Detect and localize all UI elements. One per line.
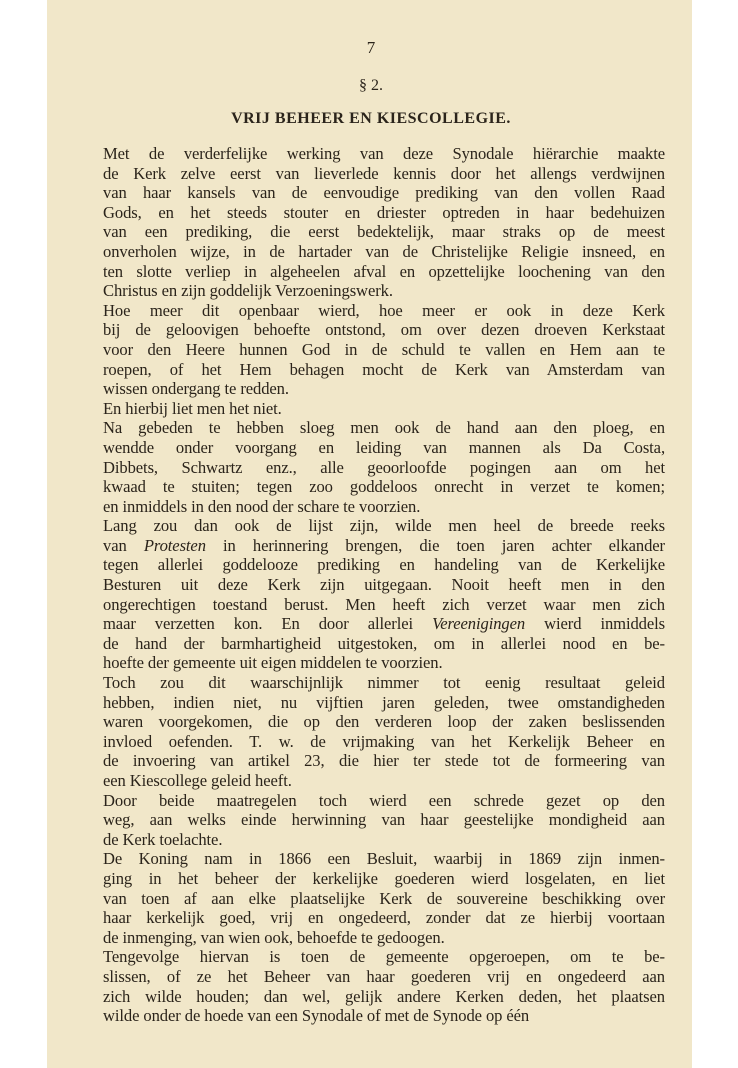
text-line: de hand der barmhartigheid uitgestoken, om in allerlei nood en be-: [103, 633, 665, 653]
text-line: van toen af aan elke plaatselijke Kerk de souvereine beschikking over: [103, 888, 665, 908]
paragraph: [77, 399, 665, 419]
text-line: de Kerk toelachte.: [103, 829, 223, 849]
paragraph: [77, 947, 665, 1025]
paragraph: [77, 144, 665, 301]
text-line: van een prediking, die eerst bedektelijk, maar straks op de meest: [103, 222, 665, 242]
page-number: 7: [366, 38, 376, 57]
text-line: ging in het beheer der kerkelijke goederen wierd losgelaten, en liet: [103, 868, 665, 888]
text-line: Gods, en het steeds stouter en driester optreden in haar bedehuizen: [103, 202, 665, 222]
text-line: kwaad te stuiten; tegen zoo goddeloos onrecht in verzet te komen;: [103, 477, 665, 497]
text-line: bij de geloovigen behoefte ontstond, om over dezen droeven Kerkstaat: [103, 320, 665, 340]
paragraph: [77, 418, 665, 516]
text-line: zich wilde houden; dan wel, gelijk andere Kerken deden, het plaatsen: [103, 986, 665, 1006]
text-line: ten slotte verliep in algeheelen afval en opzettelijke loochening van den: [103, 261, 665, 281]
text-line: onverholen wijze, in de hartader van de Christelijke Religie insneed, en: [103, 241, 665, 261]
text-line: Hoe meer dit openbaar wierd, hoe meer er ook in deze Kerk: [103, 300, 665, 320]
text-line: Met de verderfelijke werking van deze Synodale hiërarchie maakte: [103, 144, 665, 163]
section-number: § 2.: [359, 77, 383, 94]
text-line: slissen, of ze het Beheer van haar goederen vrij en ongedeerd aan: [103, 966, 665, 986]
text-line: maar verzetten kon. En door allerlei Vereenigingen wierd inmiddels: [103, 614, 665, 634]
paragraph: [77, 516, 665, 673]
text-line: voor den Heere hunnen God in de schuld te vallen en Hem aan te: [103, 339, 665, 359]
text-line: en inmiddels in den nood der schare te voorzien.: [103, 496, 421, 516]
paragraph: [77, 849, 665, 947]
text-line: En hierbij liet men het niet.: [103, 398, 282, 418]
text-line: Tengevolge hiervan is toen de gemeente opgeroepen, om te be-: [103, 947, 665, 967]
book-page: [47, 0, 692, 1068]
text-line: van Protesten in herinnering brengen, die toen jaren achter elkander: [103, 535, 665, 555]
text-line: invloed oefenden. T. w. de vrijmaking van het Kerkelijk Beheer en: [103, 731, 665, 751]
text-line: tegen allerlei goddelooze prediking en handeling van de Kerkelijke: [103, 555, 665, 575]
paragraph: [77, 673, 665, 791]
text-line: roepen, of het Hem behagen mocht de Kerk van Amsterdam van: [103, 359, 665, 379]
text-line: Na gebeden te hebben sloeg men ook de hand aan den ploeg, en: [103, 418, 665, 438]
section-title: VRIJ BEHEER EN KIESCOLLEGIE.: [231, 110, 511, 127]
text-line: van haar kansels van de eenvoudige prediking van den vollen Raad: [103, 183, 665, 203]
text-line: ongerechtigen toestand berust. Men heeft zich verzet waar men zich: [103, 594, 665, 614]
text-line: Lang zou dan ook de lijst zijn, wilde men heel de breede reeks: [103, 516, 665, 536]
paragraph: [77, 301, 665, 399]
text-line: een Kiescollege geleid heeft.: [103, 771, 292, 790]
text-line: de Kerk zelve eerst van lieverlede kennis door het allengs verdwijnen: [103, 163, 665, 183]
text-line: weg, aan welks einde herwinning van haar geestelijke mondigheid aan: [103, 810, 665, 830]
text-line: Dibbets, Schwartz enz., alle geoorloofde pogingen aan om het: [103, 457, 665, 477]
text-line: hoefte der gemeente uit eigen middelen te voorzien.: [103, 653, 443, 673]
paragraph: [77, 791, 665, 850]
text-line: de invoering van artikel 23, die hier ter stede tot de formeering van: [103, 751, 665, 771]
text-line: Besturen uit deze Kerk zijn uitgegaan. Nooit heeft men in den: [103, 575, 665, 595]
text-line: wendde onder voorgang en leiding van mannen als Da Costa,: [103, 437, 665, 457]
text-line: waren voorgekomen, die op den verderen loop der zaken beslissenden: [103, 712, 665, 732]
text-line: de inmenging, van wien ook, behoefde te gedoogen.: [103, 927, 445, 947]
text-line: wissen ondergang te redden.: [103, 379, 289, 399]
text-line: wilde onder de hoede van een Synodale of met de Synode op één: [103, 1006, 530, 1026]
text-line: haar kerkelijk goed, vrij en ongedeerd, zonder dat ze hierbij voortaan: [103, 908, 665, 928]
text-line: Toch zou dit waarschijnlijk nimmer tot eenig resultaat geleid: [103, 673, 665, 693]
text-line: Door beide maatregelen toch wierd een schrede gezet op den: [103, 790, 665, 810]
text-line: De Koning nam in 1866 een Besluit, waarbij in 1869 zijn inmen-: [103, 849, 665, 869]
text-line: Christus en zijn goddelijk Verzoeningswerk.: [103, 281, 393, 301]
text-line: hebben, indien niet, nu vijftien jaren geleden, twee omstandigheden: [103, 692, 665, 712]
body-text: [77, 144, 665, 1026]
page-content: [77, 38, 665, 1026]
